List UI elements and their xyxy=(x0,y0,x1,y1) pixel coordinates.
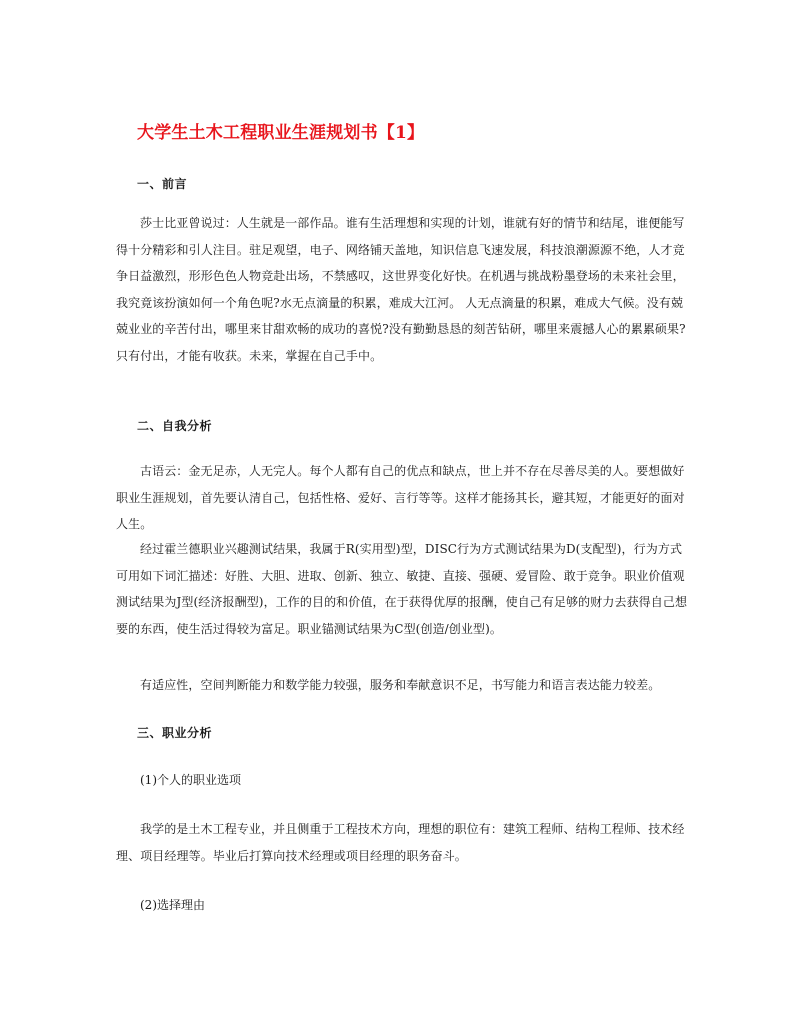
section-heading-preface: 一、前言 xyxy=(137,177,188,191)
paragraph-self-analysis-2: 经过霍兰德职业兴趣测试结果，我属于R(实用型)型，DISC行为方式测试结果为D(支配型)，行为方式可用如下词汇描述：好胜、大胆、进取、创新、独立、敏捷、直接、强硬、爱冒险、敢于竞争。职业价值观测试结果为J型(经济报酬型)，工作的目的和价值，在于获得优厚的报酬，使自己有足够的财力去获得自己想要的东西，使生活过得较为富足。职业锚测试结果为C型(创造/创业型)。 xyxy=(116,542,688,636)
section-heading-career-analysis: 三、职业分析 xyxy=(137,726,213,740)
section-heading-self-analysis: 二、自我分析 xyxy=(137,419,213,433)
paragraph-self-analysis-1: 古语云：金无足赤，人无完人。每个人都有自己的优点和缺点，世上并不存在尽善尽美的人。要想做好职业生涯规划，首先要认清自己，包括性格、爱好、言行等等。这样才能扬其长，避其短，才能更好的面对人生。 xyxy=(116,464,685,532)
paragraph-preface: 莎士比亚曾说过：人生就是一部作品。谁有生活理想和实现的计划，谁就有好的情节和结尾，谁便能写得十分精彩和引人注目。驻足观望，电子、网络铺天盖地，知识信息飞速发展，科技浪潮源源不绝，人才竞争日益激烈，形形色色人物竞赴出场，不禁感叹，这世界变化好快。在机遇与挑战粉墨登场的未来社会里，我究竟该扮演如何一个角色呢?水无点滴量的积累，难成大江河。 人无点滴量的积累，难成大气候。没有兢兢业业的辛苦付出，哪里来甘甜欢畅的成功的喜悦?没有勤勤恳恳的刻苦钻研，哪里来震撼人心的累累硕果?只有付出，才能有收获。未来，掌握在自己手中。 xyxy=(116,216,686,363)
subheading-career-options: (1)个人的职业选项 xyxy=(140,773,241,787)
subheading-choice-reason: (2)选择理由 xyxy=(140,898,205,912)
document-title: 大学生土木工程职业生涯规划书【1】 xyxy=(137,123,425,143)
paragraph-career-options: 我学的是土木工程专业，并且侧重于工程技术方向，理想的职位有：建筑工程师、结构工程师、技术经理、项目经理等。毕业后打算向技术经理或项目经理的职务奋斗。 xyxy=(116,822,685,863)
paragraph-self-analysis-3: 有适应性，空间判断能力和数学能力较强，服务和奉献意识不足，书写能力和语言表达能力较差。 xyxy=(140,678,661,692)
